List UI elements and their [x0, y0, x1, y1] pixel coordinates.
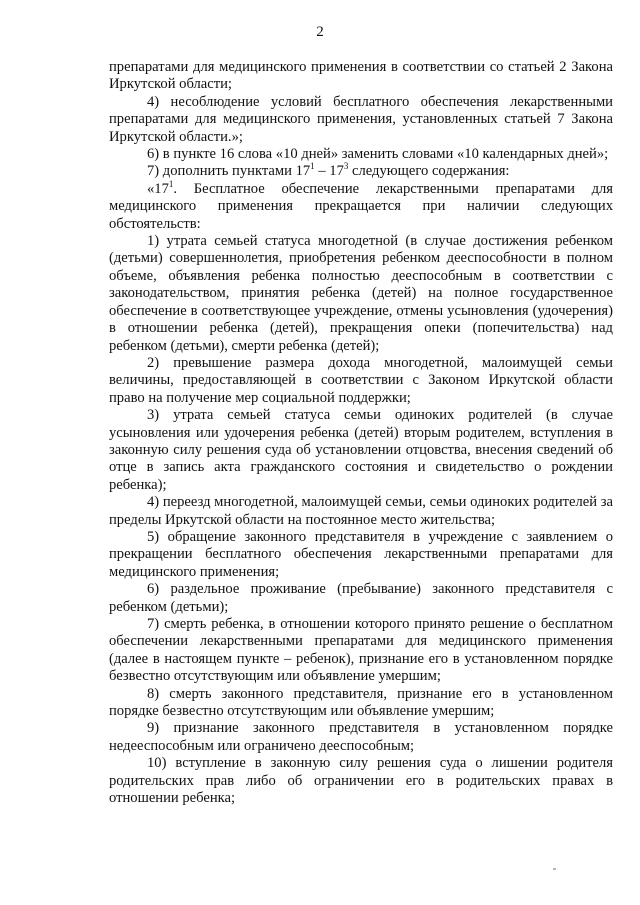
paragraph-item-4: 4) несоблюдение условий бесплатного обеспечения лекарственными препаратами для медицинского применения, установленных статьей 7 Закона Иркутской области.»; [109, 93, 613, 145]
paragraph-point-17-1 [109, 178, 613, 233]
point-17-open: «17 [147, 180, 169, 197]
paragraph-item-7 [109, 163, 613, 180]
list-item: 9) признание законного представителя в установленном порядке недееспособным или ограничено дееспособным; [109, 720, 613, 754]
point-17-text: . Бесплатное обеспечение лекарственными препаратами для медицинского применения прекращается при наличии следующих обстоятельств: [109, 180, 613, 232]
list-item: 1) утрата семьей статуса многодетной (в случае достижения ребенком (детьми) совершеннолетия, приобретения ребенком дееспособности в полном объеме, объявления ребенка полностью дееспособным в соответствии с законодательством, принятия ребенка (детей) на полное государственное обеспечение в соответствующее учреждение, отмены усыновления (удочерения) в отношении ребенка (детей), прекращения опеки (попечительства) над ребенком (детьми), смерти ребенка (детей); [109, 233, 613, 354]
point-17-superscript: 1 [168, 178, 174, 189]
list-item: 8) смерть законного представителя, признание его в установленном порядке безвестно отсутствующим или объявление умершим; [109, 685, 613, 720]
list-item: 6) раздельное проживание (пребывание) законного представителя с ребенком (детьми); [109, 581, 613, 615]
add-points-prefix: 7) дополнить пунктами 17 [147, 163, 311, 180]
add-points-suffix: следующего содержания: [348, 163, 510, 180]
list-item: 3) утрата семьей статуса семьи одиноких родителей (в случае усыновления или удочерения ребенка (детей) вторым родителем, вступления в законную силу решения суда об установлении отцовства, внесения сведений об отце в запись акта гражданского состояния и свидетельство о рождении ребенка); [109, 407, 613, 493]
page-number: 2 [316, 24, 324, 40]
paragraph-continuation: препаратами для медицинского применения в соответствии со статьей 2 Закона Иркутской области; [109, 59, 613, 93]
list-item: 5) обращение законного представителя в учреждение с заявлением о прекращении бесплатного обеспечения лекарственными препаратами для медицинского применения; [109, 528, 613, 580]
list-item: 7) смерть ребенка, в отношении которого принято решение о бесплатном обеспечении лекарственными препаратами для медицинского применения (далее в настоящем пункте – ребенок), признание его в установленном порядке безвестно отсутствующим или объявление умершим; [109, 616, 613, 685]
document-body [109, 59, 613, 807]
paragraph-item-6: 6) в пункте 16 слова «10 дней» заменить словами «10 календарных дней»; [147, 146, 609, 163]
list-item: 4) переезд многодетной, малоимущей семьи, семьи одиноких родителей за пределы Иркутской области на постоянное место жительства; [109, 494, 613, 528]
add-points-dash: – 17 [314, 163, 344, 180]
scan-artifact [553, 868, 556, 870]
superscript-1: 1 [310, 161, 315, 172]
superscript-3: 3 [343, 161, 349, 172]
list-item: 10) вступление в законную силу решения суда о лишении родителя родительских прав либо об ограничении его в родительских правах в отношении ребенка; [109, 755, 613, 807]
list-item: 2) превышение размера дохода многодетной, малоимущей семьи величины, предоставляющей в соответствии с Законом Иркутской области право на получение мер социальной поддержки; [109, 354, 613, 406]
